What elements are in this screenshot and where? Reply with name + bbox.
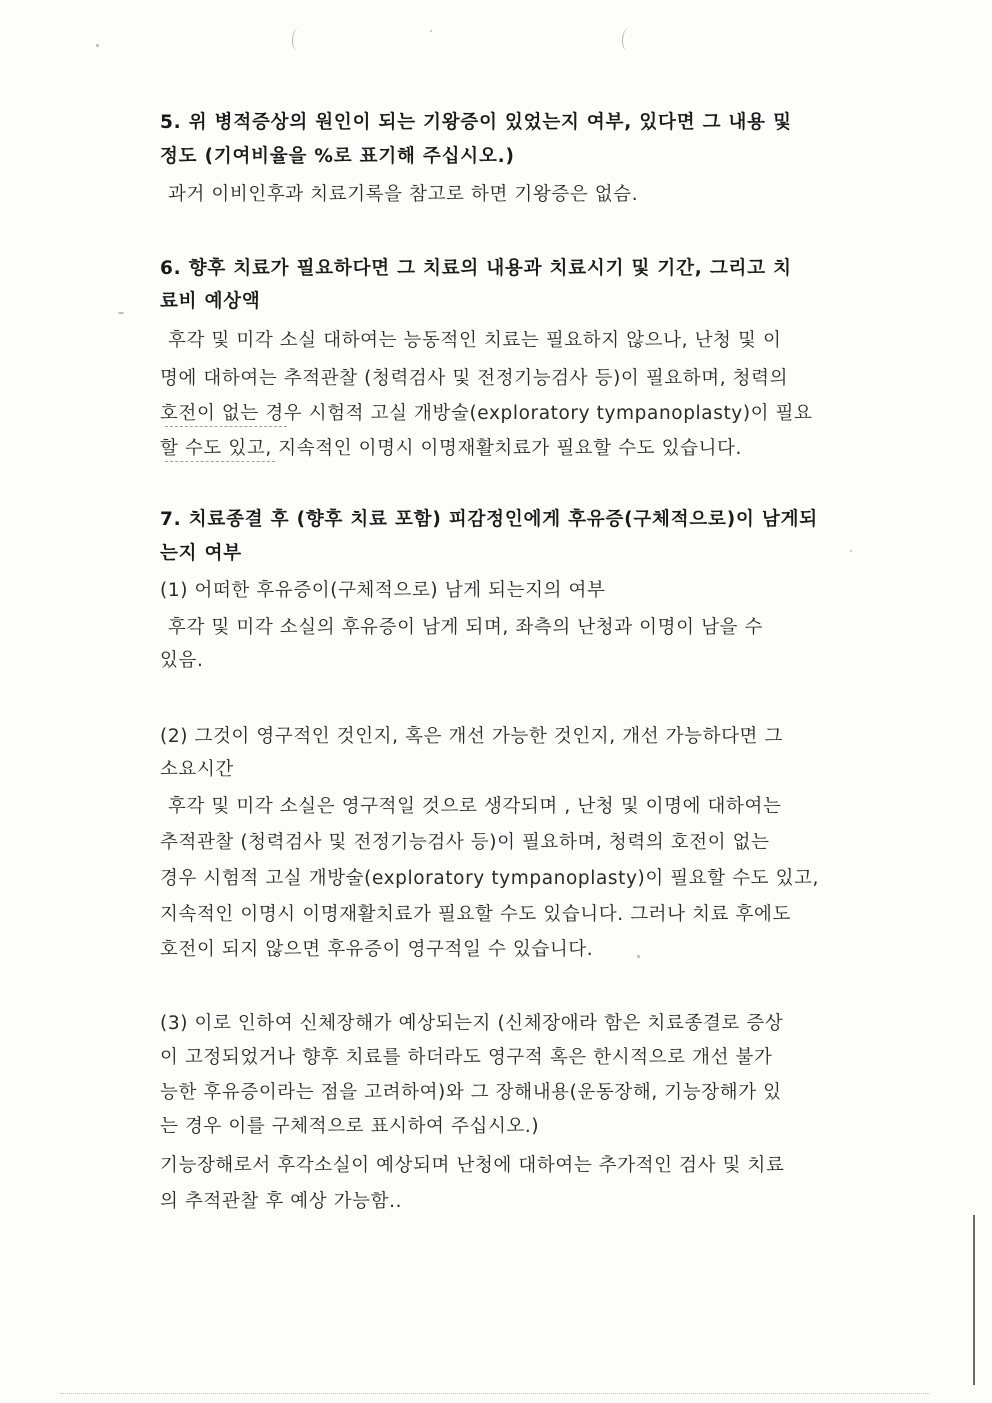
q7-2-answer-line-1: 후각 및 미각 소실은 영구적일 것으로 생각되며 , 난청 및 이명에 대하여는 <box>168 796 782 817</box>
q7-3-answer-line-2: 의 추적관찰 후 예상 가능함.. <box>160 1191 403 1212</box>
q7-3-question-line-4: 는 경우 이를 구체적으로 표시하여 주십시오.) <box>160 1116 540 1137</box>
scan-speck <box>430 30 432 32</box>
q5-question-line-2: 정도 (기여비율을 %로 표기해 주십시오.) <box>160 146 515 167</box>
q7-3-question-line-3: 능한 후유증이라는 점을 고려하여)와 그 장해내용(운동장해, 기능장해가 있 <box>160 1082 782 1103</box>
q6-question-line-2: 료비 예상액 <box>160 291 261 312</box>
handwritten-underline <box>165 424 287 427</box>
q7-2-answer-line-5: 호전이 되지 않으면 후유증이 영구적일 수 있습니다. <box>160 939 594 960</box>
q7-1-question-line-1: (1) 어떠한 후유증이(구체적으로) 남게 되는지의 여부 <box>160 580 606 601</box>
q6-answer-line-2: 명에 대하여는 추적관찰 (청력검사 및 전정기능검사 등)이 필요하며, 청력의 <box>160 368 789 389</box>
q7-3-answer-line-1: 기능장해로서 후각소실이 예상되며 난청에 대하여는 추가적인 검사 및 치료 <box>160 1155 785 1176</box>
q7-3-question-line-1: (3) 이로 인하여 신체장해가 예상되는지 (신체장애라 함은 치료종결로 증상 <box>160 1013 784 1034</box>
q7-2-question-line-2: 소요시간 <box>160 759 234 780</box>
q6-question-line-1: 6. 향후 치료가 필요하다면 그 치료의 내용과 치료시기 및 기간, 그리고 치 <box>160 258 792 279</box>
q6-answer-line-1: 후각 및 미각 소실 대하여는 능동적인 치료는 필요하지 않으나, 난청 및 이 <box>168 330 782 351</box>
q7-question-line-2: 는지 여부 <box>160 543 242 564</box>
q5-answer-line-1: 과거 이비인후과 치료기록을 참고로 하면 기왕증은 없슴. <box>168 184 639 205</box>
q7-2-answer-line-2: 추적관찰 (청력검사 및 전정기능검사 등)이 필요하며, 청력의 호전이 없는 <box>160 832 770 853</box>
q7-3-question-line-2: 이 고정되었거나 향후 치료를 하더라도 영구적 혹은 한시적으로 개선 불가 <box>160 1047 773 1068</box>
q7-1-answer-line-2: 있음. <box>160 650 204 671</box>
q7-2-answer-line-4: 지속적인 이명시 이명재활치료가 필요할 수도 있습니다. 그러나 치료 후에도 <box>160 904 791 925</box>
q7-2-answer-line-3: 경우 시험적 고실 개방술(exploratory tympanoplasty)이 필요할 수도 있고, <box>160 868 820 889</box>
q7-question-line-1: 7. 치료종결 후 (향후 치료 포함) 피감정인에게 후유증(구체적으로)이 남게되 <box>160 509 818 530</box>
handwritten-underline <box>165 459 275 462</box>
scan-speck <box>96 44 99 47</box>
scan-edge-line <box>973 1215 975 1385</box>
scan-speck <box>118 312 124 314</box>
q5-question-line-1: 5. 위 병적증상의 원인이 되는 기왕증이 있었는지 여부, 있다면 그 내용 및 <box>160 112 792 133</box>
scan-mark <box>622 28 633 50</box>
scan-bottom-edge <box>60 1393 930 1394</box>
q6-answer-line-3: 호전이 없는 경우 시험적 고실 개방술(exploratory tympanoplasty)이 필요 <box>160 403 813 424</box>
q6-answer-line-4: 할 수도 있고, 지속적인 이명시 이명재활치료가 필요할 수도 있습니다. <box>160 438 742 459</box>
q7-2-question-line-1: (2) 그것이 영구적인 것인지, 혹은 개선 가능한 것인지, 개선 가능하다면 그 <box>160 726 783 747</box>
scan-mark <box>292 28 303 50</box>
q7-1-answer-line-1: 후각 및 미각 소실의 후유증이 남게 되며, 좌측의 난청과 이명이 남을 수 <box>168 617 763 638</box>
